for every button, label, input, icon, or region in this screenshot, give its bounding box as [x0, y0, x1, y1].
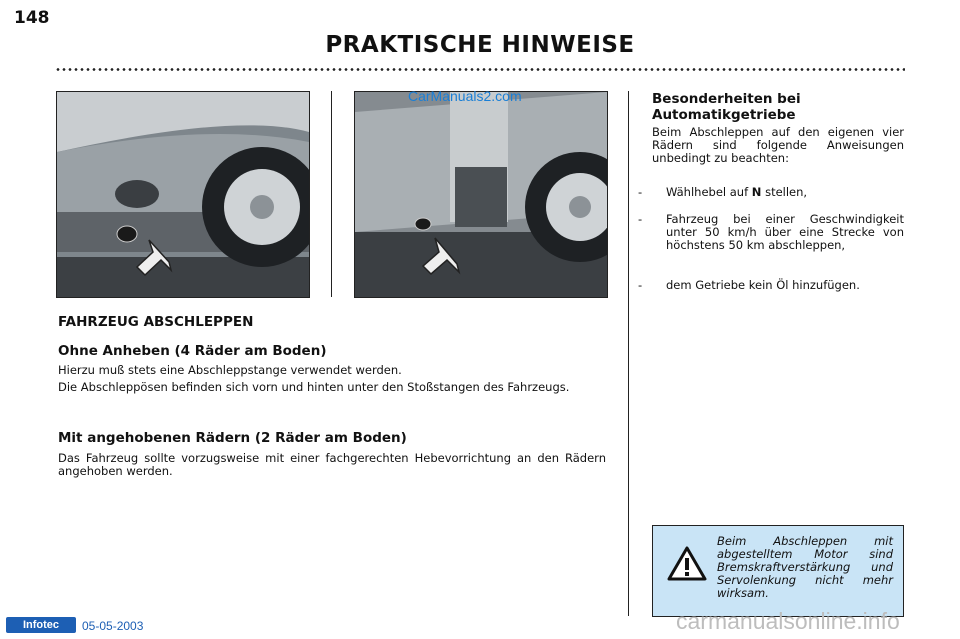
- column-divider: [331, 91, 332, 297]
- rear-tow-eye-photo: [354, 91, 608, 298]
- front-tow-eye-photo: [56, 91, 310, 298]
- warning-triangle-icon: [667, 546, 707, 582]
- section-title: PRAKTISCHE HINWEISE: [325, 32, 635, 58]
- column-divider: [628, 91, 629, 616]
- list-dash: -: [638, 278, 643, 292]
- page-number: 148: [14, 8, 50, 28]
- warning-box: [652, 525, 904, 617]
- list-text: dem Getriebe kein Öl hinzufügen.: [666, 278, 860, 292]
- towing-heading: FAHRZEUG ABSCHLEPPEN: [58, 314, 254, 330]
- list-text: Fahrzeug bei einer Geschwindigkeit unter 50 km/h über eine Strecke von höchstens 50 km abschleppen,: [666, 212, 904, 252]
- list-item: [638, 278, 904, 292]
- list-item: [638, 185, 904, 199]
- list-text: Wählhebel auf: [666, 185, 752, 199]
- list-dash: -: [638, 212, 643, 226]
- automatic-intro: Beim Abschleppen auf den eigenen vier Rädern sind folgende Anweisungen unbedingt zu beachten:: [652, 125, 904, 165]
- paragraph: Die Abschleppösen befinden sich vorn und hinten unter den Stoßstangen des Fahrzeugs.: [58, 380, 570, 394]
- watermark-top: CarManuals2.com: [408, 88, 522, 104]
- watermark-bottom: carmanualsonline.info: [676, 608, 900, 634]
- footer-date: 05-05-2003: [82, 619, 144, 633]
- paragraph: Hierzu muß stets eine Abschleppstange verwendet werden.: [58, 363, 402, 377]
- subheading-no-lift: Ohne Anheben (4 Räder am Boden): [58, 343, 327, 359]
- warning-text: Beim Abschleppen mit abgestelltem Motor sind Bremskraftverstärkung und Servolenkung nicht mehr wirksam.: [717, 534, 893, 600]
- list-text: stellen,: [761, 185, 808, 199]
- paragraph: Das Fahrzeug sollte vorzugsweise mit einer fachgerechten Hebevorrichtung an den Rädern angehoben werden.: [58, 451, 606, 478]
- subheading-lifted: Mit angehobenen Rädern (2 Räder am Boden): [58, 430, 407, 446]
- automatic-heading: Besonderheiten bei Automatikgetriebe: [652, 91, 801, 123]
- list-dash: -: [638, 185, 643, 199]
- infotec-logo: Infotec: [6, 617, 76, 633]
- title-dotted-rule: [55, 68, 905, 71]
- gear-n-label: N: [751, 185, 762, 199]
- list-item: [638, 212, 904, 252]
